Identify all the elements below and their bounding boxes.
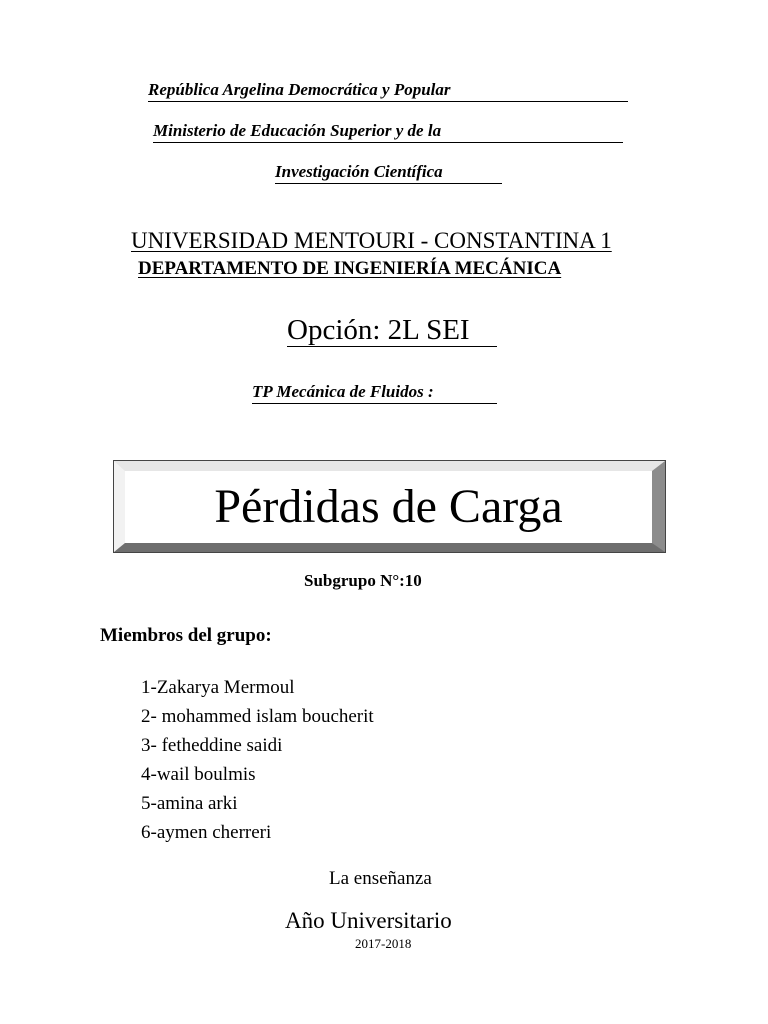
course-label: TP Mecánica de Fluidos : — [252, 382, 497, 404]
academic-year-label: Año Universitario — [285, 908, 452, 933]
member-item: 5-amina arki — [141, 793, 238, 814]
title-box — [114, 461, 665, 552]
member-item: 4-wail boulmis — [141, 764, 256, 785]
option-label: Opción: 2L SEI — [287, 314, 497, 347]
members-list — [141, 673, 374, 847]
header-republic: República Argelina Democrática y Popular — [148, 80, 628, 102]
member-item: 1-Zakarya Mermoul — [141, 677, 295, 698]
university-name: UNIVERSIDAD MENTOURI - CONSTANTINA 1 — [131, 228, 612, 253]
department-name: DEPARTAMENTO DE INGENIERÍA MECÁNICA — [138, 258, 562, 279]
members-heading: Miembros del grupo: — [100, 625, 272, 646]
subgroup-label: Subgrupo N°:10 — [304, 571, 422, 590]
member-item: 2- mohammed islam boucherit — [141, 706, 374, 727]
header-ministry: Ministerio de Educación Superior y de la — [153, 121, 623, 143]
document-title: Pérdidas de Carga — [214, 480, 563, 533]
member-item: 6-aymen cherreri — [141, 822, 272, 843]
academic-year: 2017-2018 — [355, 936, 412, 951]
member-item: 3- fetheddine saidi — [141, 735, 283, 756]
header-research: Investigación Científica — [275, 162, 502, 184]
teaching-label: La enseñanza — [329, 868, 432, 889]
